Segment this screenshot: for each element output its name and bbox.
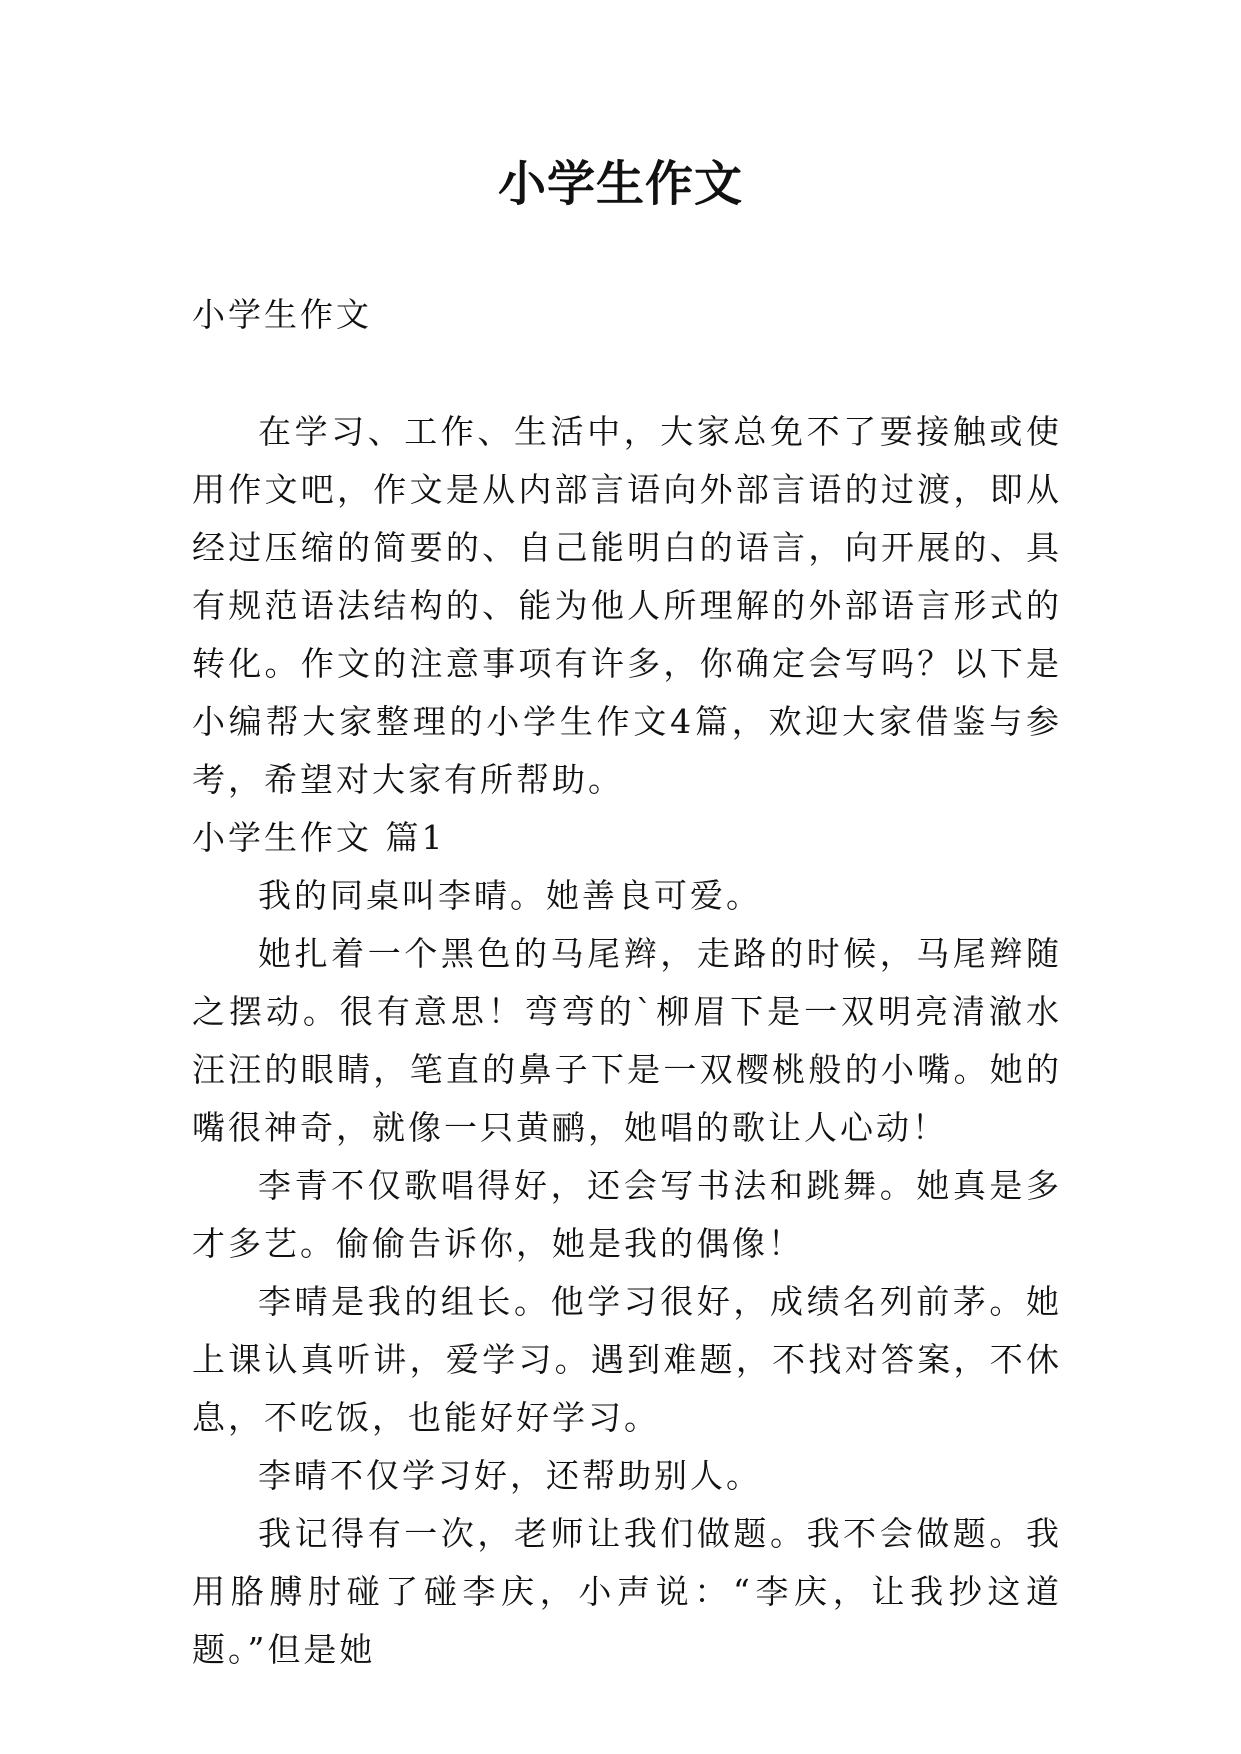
document-subtitle: 小学生作文 — [192, 295, 372, 334]
section-heading: 小学生作文 篇1 — [192, 818, 446, 857]
body-paragraph: 李晴是我的组长。他学习很好，成绩名列前茅。她上课认真听讲，爱学习。遇到难题，不找对答案，不休息，不吃饭，也能好好学习。 — [192, 1282, 1062, 1437]
document-title: 小学生作文 — [497, 156, 743, 212]
document-body — [192, 403, 1062, 1679]
body-paragraph: 我的同桌叫李晴。她善良可爱。 — [258, 876, 762, 915]
intro-paragraph: 在学习、工作、生活中，大家总免不了要接触或使用作文吧，作文是从内部言语向外部言语的过渡，即从经过压缩的简要的、自己能明白的语言，向开展的、具有规范语法结构的、能为他人所理解的外部语言形式的转化。作文的注意事项有许多，你确定会写吗？以下是小编帮大家整理的小学生作文4篇，欢迎大家借鉴与参考，希望对大家有所帮助。 — [192, 412, 1062, 799]
body-paragraph: 我记得有一次，老师让我们做题。我不会做题。我用胳膊肘碰了碰李庆，小声说：“李庆，让我抄这道题。”但是她 — [192, 1514, 1062, 1669]
body-paragraph: 她扎着一个黑色的马尾辫，走路的时候，马尾辫随之摆动。很有意思！弯弯的`柳眉下是一双明亮清澈水汪汪的眼睛，笔直的鼻子下是一双樱桃般的小嘴。她的嘴很神奇，就像一只黄鹂，她唱的歌让人心动！ — [192, 934, 1062, 1147]
body-paragraph: 李晴不仅学习好，还帮助别人。 — [258, 1456, 762, 1495]
body-paragraph: 李青不仅歌唱得好，还会写书法和跳舞。她真是多才多艺。偷偷告诉你，她是我的偶像！ — [192, 1166, 1062, 1263]
